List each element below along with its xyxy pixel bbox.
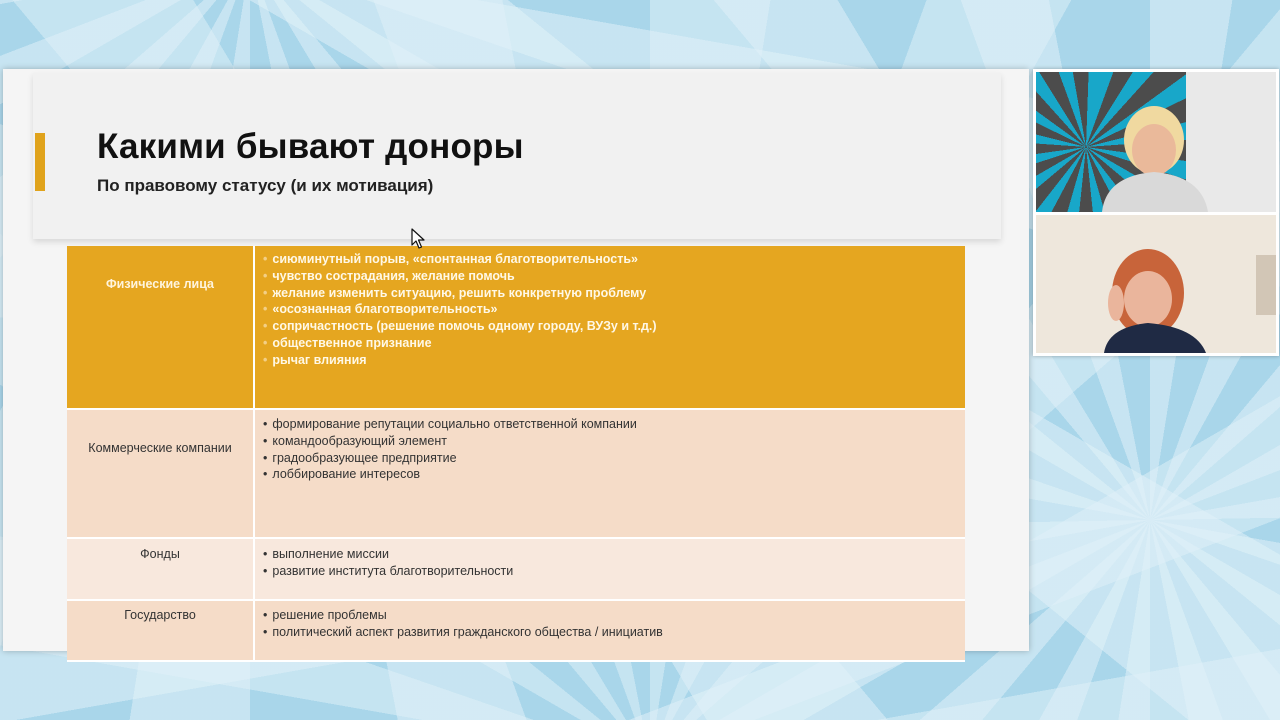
list-item: • решение проблемы: [263, 607, 965, 624]
presentation-slide: [3, 69, 1029, 651]
table-row: [67, 409, 965, 538]
slide-subtitle: По правовому статусу (и их мотивация): [97, 176, 434, 195]
row-motives: [254, 246, 965, 409]
list-item: • «осознанная благотворительность»: [263, 301, 965, 318]
table-row: [67, 246, 965, 409]
video-tile-participant-1[interactable]: [1036, 72, 1276, 212]
row-category: Государство: [67, 600, 254, 661]
slide-title: Какими бывают доноры: [97, 127, 524, 166]
table-row: [67, 600, 965, 661]
list-item: • градообразующее предприятие: [263, 450, 965, 467]
list-item: • командообразующий элемент: [263, 433, 965, 450]
list-item: • чувство сострадания, желание помочь: [263, 268, 965, 285]
row-motives: [254, 538, 965, 600]
video-tile-participant-2[interactable]: [1036, 215, 1276, 353]
participant-avatar: [1036, 72, 1276, 212]
row-motives: [254, 409, 965, 538]
participant-avatar: [1036, 215, 1276, 353]
list-item: • сопричастность (решение помочь одному городу, ВУЗу и т.д.): [263, 318, 965, 335]
list-item: • формирование репутации социально ответственной компании: [263, 416, 965, 433]
donor-types-table: [67, 246, 965, 662]
row-category: Коммерческие компании: [67, 409, 254, 538]
list-item: • желание изменить ситуацию, решить конкретную проблему: [263, 285, 965, 302]
row-motives: [254, 600, 965, 661]
list-item: • лоббирование интересов: [263, 466, 965, 483]
mouse-pointer-icon: [411, 228, 427, 250]
title-accent-bar: [35, 133, 45, 191]
list-item: • сиюминутный порыв, «спонтанная благотворительность»: [263, 251, 965, 268]
list-item: • развитие института благотворительности: [263, 563, 965, 580]
video-call-panel[interactable]: [1033, 69, 1279, 356]
row-category: Фонды: [67, 538, 254, 600]
list-item: • рычаг влияния: [263, 352, 965, 369]
list-item: • политический аспект развития гражданского общества / инициатив: [263, 624, 965, 641]
list-item: • общественное признание: [263, 335, 965, 352]
row-category: Физические лица: [67, 246, 254, 409]
table-row: [67, 538, 965, 600]
list-item: • выполнение миссии: [263, 546, 965, 563]
